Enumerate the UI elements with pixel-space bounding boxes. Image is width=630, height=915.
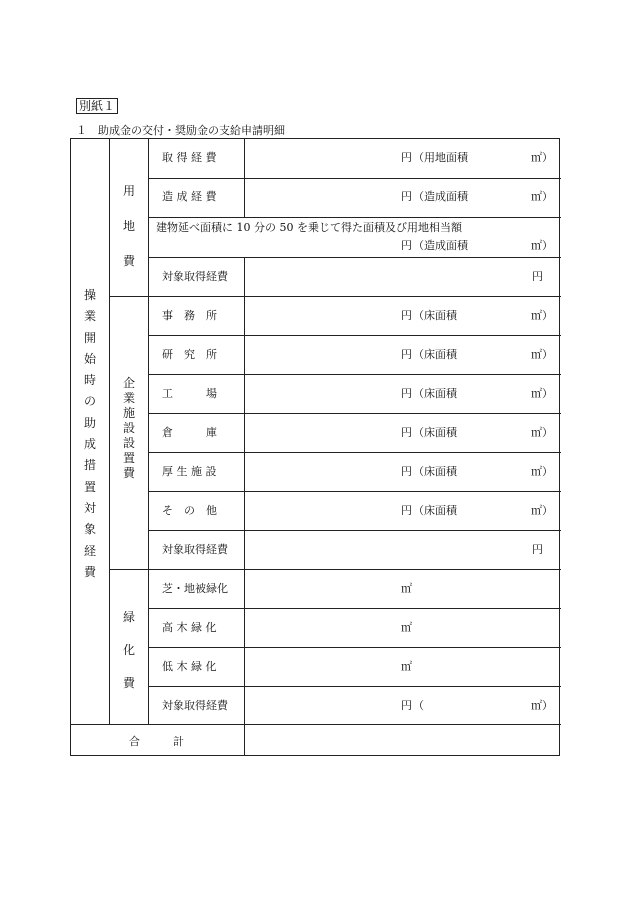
subtotal-label: 対象取得経費 <box>162 699 228 712</box>
area-note: （造成面積 <box>413 190 468 203</box>
yen-mark: 円 <box>401 348 412 361</box>
area-note: （床面積 <box>413 426 457 439</box>
area-note: （造成面積 <box>413 239 468 252</box>
yen-mark: 円 <box>401 309 412 322</box>
area-unit: ㎡） <box>531 699 553 712</box>
section-heading: １ 助成金の交付・奨励金の支給申請明細 <box>76 124 285 137</box>
area-note: （床面積 <box>413 348 457 361</box>
note-line: 建物延べ面積に 10 分の 50 を乗じて得た面積及び用地相当額 <box>156 221 462 234</box>
row-label: 倉 庫 <box>162 426 217 439</box>
yen-mark: 円 <box>401 239 412 252</box>
row-label: そ の 他 <box>162 504 217 517</box>
row-label: 芝・地被緑化 <box>162 582 228 595</box>
land-group-label: 用地費 <box>122 184 135 268</box>
yen-mark: 円 <box>401 387 412 400</box>
col-divider-group <box>148 139 149 724</box>
yen-mark: 円 <box>401 465 412 478</box>
col-divider-label-2 <box>244 257 245 756</box>
area-unit: ㎡） <box>531 465 553 478</box>
yen-mark: 円 <box>401 426 412 439</box>
area-note: （床面積 <box>413 504 457 517</box>
row-label: 事 務 所 <box>162 309 217 322</box>
area-note: （ <box>413 699 424 712</box>
yen-mark: 円 <box>532 543 543 556</box>
facility-group-label: 企業施設設置費 <box>122 376 135 480</box>
col-divider-outer <box>109 139 110 724</box>
row-label: 厚 生 施 設 <box>162 465 217 478</box>
area-unit: ㎡） <box>531 504 553 517</box>
outer-vertical-label: 操業開始時の助成措置対象経費 <box>83 288 96 579</box>
area-unit: ㎡） <box>531 239 553 252</box>
area-unit: ㎡） <box>531 309 553 322</box>
total-label: 合 計 <box>129 735 184 748</box>
area-note: （床面積 <box>413 387 457 400</box>
yen-mark: 円 <box>532 270 543 283</box>
area-unit: ㎡） <box>531 387 553 400</box>
row-label: 取 得 経 費 <box>162 151 217 164</box>
yen-mark: 円 <box>401 699 412 712</box>
area-note: （用地面積 <box>413 151 468 164</box>
row-label: 造 成 経 費 <box>162 190 217 203</box>
area-unit: ㎡ <box>401 621 412 634</box>
expense-table <box>70 138 560 756</box>
area-unit: ㎡） <box>531 190 553 203</box>
subtotal-label: 対象取得経費 <box>162 270 228 283</box>
area-unit: ㎡ <box>401 582 412 595</box>
greening-group-label: 緑化費 <box>122 610 135 690</box>
row-label: 高 木 緑 化 <box>162 621 217 634</box>
area-unit: ㎡） <box>531 348 553 361</box>
row-label: 研 究 所 <box>162 348 217 361</box>
area-unit: ㎡） <box>531 426 553 439</box>
area-note: （床面積 <box>413 309 457 322</box>
yen-mark: 円 <box>401 504 412 517</box>
area-unit: ㎡ <box>401 660 412 673</box>
yen-mark: 円 <box>401 151 412 164</box>
yen-mark: 円 <box>401 190 412 203</box>
row-label: 低 木 緑 化 <box>162 660 217 673</box>
subtotal-label: 対象取得経費 <box>162 543 228 556</box>
attachment-badge: 別紙１ <box>76 98 118 114</box>
area-unit: ㎡） <box>531 151 553 164</box>
area-note: （床面積 <box>413 465 457 478</box>
row-label: 工 場 <box>162 387 217 400</box>
